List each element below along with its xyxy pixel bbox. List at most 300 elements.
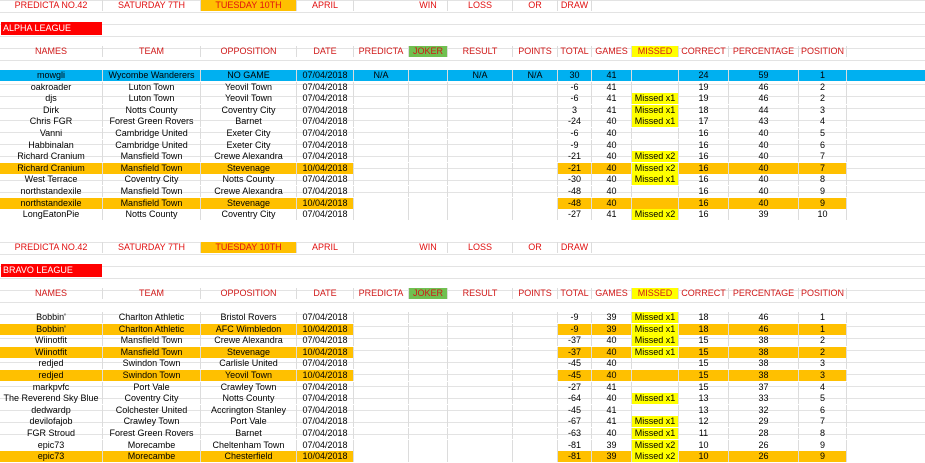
cell-total[interactable]: -67 [558, 416, 592, 427]
cell-games[interactable]: 40 [592, 174, 632, 185]
cell-opp[interactable]: Crawley Town [201, 382, 297, 393]
cell-pct[interactable]: 46 [729, 324, 799, 335]
cell-points[interactable] [513, 312, 558, 323]
cell-points[interactable] [513, 416, 558, 427]
cell-name[interactable]: northstandexile [0, 186, 103, 197]
cell-opp[interactable]: NO GAME [201, 70, 297, 81]
cell-pos[interactable]: 2 [799, 347, 847, 358]
cell-joker[interactable] [409, 428, 448, 439]
cell-correct[interactable]: 15 [679, 370, 729, 381]
cell-missed[interactable] [632, 82, 679, 93]
cell-correct[interactable]: 11 [679, 428, 729, 439]
cell-opp[interactable]: Yeovil Town [201, 82, 297, 93]
cell-result[interactable] [448, 393, 513, 404]
column-header-date[interactable]: DATE [297, 46, 354, 57]
cell-missed[interactable] [632, 128, 679, 139]
table-row[interactable] [0, 140, 925, 151]
cell-joker[interactable] [409, 116, 448, 127]
cell-date[interactable]: 07/04/2018 [297, 440, 354, 451]
cell-name[interactable]: Chris FGR [0, 116, 103, 127]
cell-team[interactable]: Port Vale [103, 382, 201, 393]
cell-correct[interactable]: 19 [679, 82, 729, 93]
cell-joker[interactable] [409, 347, 448, 358]
cell-result[interactable] [448, 186, 513, 197]
cell-pct[interactable]: 46 [729, 93, 799, 104]
cell-games[interactable]: 39 [592, 440, 632, 451]
cell-total[interactable]: -81 [558, 440, 592, 451]
cell-team[interactable]: Mansfield Town [103, 198, 201, 209]
cell-name[interactable]: djs [0, 93, 103, 104]
cell-result[interactable] [448, 358, 513, 369]
cell-missed[interactable]: Missed x2 [632, 151, 679, 162]
cell-joker[interactable] [409, 151, 448, 162]
cell-name[interactable]: Wiinotfit [0, 347, 103, 358]
cell-result[interactable] [448, 93, 513, 104]
cell-correct[interactable]: 16 [679, 163, 729, 174]
cell-opp[interactable]: Crewe Alexandra [201, 186, 297, 197]
cell-pct[interactable]: 38 [729, 347, 799, 358]
cell-games[interactable]: 41 [592, 382, 632, 393]
cell-opp[interactable]: Exeter City [201, 140, 297, 151]
cell-missed[interactable] [632, 186, 679, 197]
title-or[interactable]: OR [513, 0, 558, 11]
cell-games[interactable]: 41 [592, 405, 632, 416]
title-saturday[interactable]: SATURDAY 7TH [103, 0, 201, 11]
table-row[interactable] [0, 93, 925, 104]
column-header-correct[interactable]: CORRECT [679, 288, 729, 299]
cell-team[interactable]: Mansfield Town [103, 335, 201, 346]
cell-correct[interactable]: 16 [679, 209, 729, 220]
cell-total[interactable]: -63 [558, 428, 592, 439]
cell-result[interactable] [448, 347, 513, 358]
cell-name[interactable]: markpvfc [0, 382, 103, 393]
cell-pos[interactable]: 5 [799, 128, 847, 139]
cell-opp[interactable]: Stevenage [201, 347, 297, 358]
cell-missed[interactable]: Missed x1 [632, 116, 679, 127]
title-loss[interactable]: LOSS [448, 0, 513, 11]
cell-predicta[interactable] [354, 393, 409, 404]
cell-team[interactable]: Charlton Athletic [103, 324, 201, 335]
cell-predicta[interactable] [354, 312, 409, 323]
cell-predicta[interactable] [354, 93, 409, 104]
cell-missed[interactable]: Missed x2 [632, 209, 679, 220]
table-row[interactable] [0, 358, 925, 369]
cell-predicta[interactable] [354, 209, 409, 220]
cell-name[interactable]: Richard Cranium [0, 151, 103, 162]
cell-games[interactable]: 40 [592, 186, 632, 197]
cell-result[interactable] [448, 163, 513, 174]
column-header-pct[interactable]: PERCENTAGE [729, 288, 799, 299]
cell-total[interactable]: -81 [558, 451, 592, 462]
title-draw[interactable]: DRAW [558, 242, 592, 253]
cell-team[interactable]: Wycombe Wanderers [103, 70, 201, 81]
cell-result[interactable] [448, 324, 513, 335]
title-predicta[interactable]: PREDICTA NO.42 [0, 242, 103, 253]
cell-pct[interactable]: 38 [729, 335, 799, 346]
table-row[interactable] [0, 382, 925, 393]
cell-predicta[interactable] [354, 347, 409, 358]
title-win[interactable]: WIN [409, 242, 448, 253]
cell-points[interactable] [513, 198, 558, 209]
cell-pos[interactable]: 7 [799, 151, 847, 162]
cell-missed[interactable] [632, 382, 679, 393]
cell-date[interactable]: 07/04/2018 [297, 428, 354, 439]
cell-total[interactable]: -30 [558, 174, 592, 185]
cell-games[interactable]: 40 [592, 370, 632, 381]
cell-joker[interactable] [409, 416, 448, 427]
cell-correct[interactable]: 15 [679, 358, 729, 369]
cell-team[interactable]: Colchester United [103, 405, 201, 416]
cell-joker[interactable] [409, 198, 448, 209]
cell-pos[interactable]: 9 [799, 440, 847, 451]
title-win[interactable]: WIN [409, 0, 448, 11]
cell-predicta[interactable] [354, 82, 409, 93]
cell-games[interactable]: 41 [592, 70, 632, 81]
cell-points[interactable] [513, 82, 558, 93]
cell-pos[interactable]: 3 [799, 105, 847, 116]
table-row[interactable] [0, 151, 925, 162]
cell-pos[interactable]: 1 [799, 70, 847, 81]
cell-correct[interactable]: 18 [679, 312, 729, 323]
cell-name[interactable]: Habbinalan [0, 140, 103, 151]
table-row[interactable] [0, 451, 354, 462]
table-row[interactable] [0, 128, 925, 139]
cell-result[interactable] [448, 428, 513, 439]
cell-missed[interactable] [632, 198, 679, 209]
cell-name[interactable]: Vanni [0, 128, 103, 139]
cell-joker[interactable] [409, 312, 448, 323]
cell-result[interactable] [448, 209, 513, 220]
cell-joker[interactable] [409, 370, 448, 381]
cell-result[interactable] [448, 335, 513, 346]
cell-date[interactable]: 07/04/2018 [297, 151, 354, 162]
cell-joker[interactable] [409, 451, 448, 462]
cell-total[interactable]: -64 [558, 393, 592, 404]
title-or[interactable]: OR [513, 242, 558, 253]
cell-total[interactable]: -9 [558, 324, 592, 335]
cell-missed[interactable]: Missed x1 [632, 393, 679, 404]
title-tuesday[interactable]: TUESDAY 10TH [201, 0, 297, 11]
cell-games[interactable]: 41 [592, 209, 632, 220]
cell-points[interactable] [513, 174, 558, 185]
title-tuesday[interactable]: TUESDAY 10TH [201, 242, 297, 253]
cell-joker[interactable] [409, 82, 448, 93]
cell-games[interactable]: 40 [592, 198, 632, 209]
cell-total[interactable]: -48 [558, 186, 592, 197]
column-header-total[interactable]: TOTAL [558, 288, 592, 299]
cell-pct[interactable]: 40 [729, 163, 799, 174]
cell-team[interactable]: Cambridge United [103, 140, 201, 151]
cell-predicta[interactable] [354, 335, 409, 346]
cell-date[interactable]: 10/04/2018 [297, 347, 354, 358]
cell-points[interactable] [513, 370, 558, 381]
cell-joker[interactable] [409, 440, 448, 451]
cell-date[interactable]: 07/04/2018 [297, 116, 354, 127]
cell-name[interactable]: Bobbin' [0, 312, 103, 323]
column-header-predicta[interactable]: PREDICTA [354, 46, 409, 57]
cell-points[interactable] [513, 440, 558, 451]
cell-team[interactable]: Notts County [103, 209, 201, 220]
cell-name[interactable]: redjed [0, 370, 103, 381]
cell-pct[interactable]: 40 [729, 174, 799, 185]
cell-result[interactable] [448, 382, 513, 393]
column-header-pos[interactable]: POSITION [799, 288, 847, 299]
cell-result[interactable] [448, 198, 513, 209]
cell-opp[interactable]: Notts County [201, 393, 297, 404]
cell-correct[interactable]: 16 [679, 198, 729, 209]
title-saturday[interactable]: SATURDAY 7TH [103, 242, 201, 253]
cell-date[interactable]: 10/04/2018 [297, 324, 354, 335]
cell-games[interactable]: 39 [592, 324, 632, 335]
cell-missed[interactable]: Missed x1 [632, 93, 679, 104]
cell-pos[interactable]: 4 [799, 116, 847, 127]
cell-games[interactable]: 41 [592, 82, 632, 93]
column-header-joker[interactable]: JOKER [409, 288, 448, 299]
cell-date[interactable]: 07/04/2018 [297, 358, 354, 369]
column-header-games[interactable]: GAMES [592, 288, 632, 299]
cell-games[interactable]: 40 [592, 116, 632, 127]
column-header-result[interactable]: RESULT [448, 46, 513, 57]
cell-team[interactable]: Swindon Town [103, 370, 201, 381]
cell-opp[interactable]: Yeovil Town [201, 93, 297, 104]
cell-pct[interactable]: 44 [729, 105, 799, 116]
cell-name[interactable]: West Terrace [0, 174, 103, 185]
cell-games[interactable]: 40 [592, 335, 632, 346]
cell-result[interactable] [448, 440, 513, 451]
cell-result[interactable] [448, 151, 513, 162]
cell-opp[interactable]: Notts County [201, 174, 297, 185]
cell-points[interactable] [513, 163, 558, 174]
cell-joker[interactable] [409, 93, 448, 104]
column-header-pct[interactable]: PERCENTAGE [729, 46, 799, 57]
cell-date[interactable]: 07/04/2018 [297, 140, 354, 151]
cell-joker[interactable] [409, 358, 448, 369]
cell-date[interactable]: 07/04/2018 [297, 70, 354, 81]
cell-name[interactable]: Wiinotfit [0, 335, 103, 346]
cell-opp[interactable]: Bristol Rovers [201, 312, 297, 323]
cell-opp[interactable]: Coventry City [201, 105, 297, 116]
cell-correct[interactable]: 15 [679, 382, 729, 393]
cell-pos[interactable]: 6 [799, 140, 847, 151]
cell-predicta[interactable] [354, 358, 409, 369]
cell-games[interactable]: 41 [592, 105, 632, 116]
cell-team[interactable]: Luton Town [103, 82, 201, 93]
cell-team[interactable]: Crawley Town [103, 416, 201, 427]
cell-correct[interactable]: 10 [679, 451, 729, 462]
cell-games[interactable]: 40 [592, 140, 632, 151]
cell-team[interactable]: Morecambe [103, 451, 201, 462]
cell-result[interactable] [448, 405, 513, 416]
cell-opp[interactable]: Barnet [201, 428, 297, 439]
cell-games[interactable]: 41 [592, 416, 632, 427]
table-row[interactable] [0, 116, 925, 127]
cell-missed[interactable]: Missed x1 [632, 428, 679, 439]
cell-result[interactable]: N/A [448, 70, 513, 81]
cell-joker[interactable] [409, 70, 448, 81]
cell-pct[interactable]: 33 [729, 393, 799, 404]
cell-predicta[interactable] [354, 370, 409, 381]
cell-pos[interactable]: 4 [799, 382, 847, 393]
cell-date[interactable]: 07/04/2018 [297, 82, 354, 93]
table-row[interactable] [0, 428, 925, 439]
cell-missed[interactable] [632, 358, 679, 369]
cell-result[interactable] [448, 105, 513, 116]
cell-date[interactable]: 07/04/2018 [297, 209, 354, 220]
cell-name[interactable]: dedwardp [0, 405, 103, 416]
cell-games[interactable]: 40 [592, 428, 632, 439]
cell-pos[interactable]: 5 [799, 393, 847, 404]
cell-pos[interactable]: 2 [799, 93, 847, 104]
title-april[interactable]: APRIL [297, 0, 354, 11]
cell-pct[interactable]: 32 [729, 405, 799, 416]
cell-date[interactable]: 10/04/2018 [297, 451, 354, 462]
table-row[interactable] [0, 70, 925, 81]
cell-missed[interactable] [632, 140, 679, 151]
cell-name[interactable]: northstandexile [0, 198, 103, 209]
cell-predicta[interactable] [354, 416, 409, 427]
cell-total[interactable]: -21 [558, 151, 592, 162]
cell-pct[interactable]: 46 [729, 82, 799, 93]
cell-result[interactable] [448, 140, 513, 151]
cell-predicta[interactable] [354, 140, 409, 151]
cell-pos[interactable]: 10 [799, 209, 847, 220]
cell-correct[interactable]: 16 [679, 174, 729, 185]
column-header-name[interactable]: NAMES [0, 288, 103, 299]
cell-predicta[interactable] [354, 198, 409, 209]
cell-name[interactable]: epic73 [0, 440, 103, 451]
cell-correct[interactable]: 17 [679, 116, 729, 127]
cell-missed[interactable] [632, 370, 679, 381]
cell-name[interactable]: redjed [0, 358, 103, 369]
cell-pct[interactable]: 40 [729, 151, 799, 162]
column-header-correct[interactable]: CORRECT [679, 46, 729, 57]
cell-pos[interactable]: 6 [799, 405, 847, 416]
cell-correct[interactable]: 15 [679, 347, 729, 358]
cell-team[interactable]: Cambridge United [103, 128, 201, 139]
column-header-points[interactable]: POINTS [513, 46, 558, 57]
cell-opp[interactable]: Accrington Stanley [201, 405, 297, 416]
cell-opp[interactable]: Chesterfield [201, 451, 297, 462]
cell-joker[interactable] [409, 163, 448, 174]
cell-pos[interactable]: 9 [799, 198, 847, 209]
column-header-opp[interactable]: OPPOSITION [201, 288, 297, 299]
cell-missed[interactable]: Missed x2 [632, 440, 679, 451]
cell-name[interactable]: Richard Cranium [0, 163, 103, 174]
table-row[interactable] [0, 324, 354, 335]
cell-opp[interactable]: AFC Wimbledon [201, 324, 297, 335]
cell-points[interactable] [513, 347, 558, 358]
cell-team[interactable]: Luton Town [103, 93, 201, 104]
cell-points[interactable] [513, 186, 558, 197]
cell-predicta[interactable] [354, 163, 409, 174]
cell-predicta[interactable] [354, 451, 409, 462]
column-header-team[interactable]: TEAM [103, 288, 201, 299]
cell-missed[interactable]: Missed x1 [632, 105, 679, 116]
cell-joker[interactable] [409, 405, 448, 416]
cell-team[interactable]: Notts County [103, 105, 201, 116]
cell-team[interactable]: Charlton Athletic [103, 312, 201, 323]
cell-correct[interactable]: 12 [679, 416, 729, 427]
table-row[interactable] [0, 82, 925, 93]
cell-date[interactable]: 07/04/2018 [297, 416, 354, 427]
cell-predicta[interactable] [354, 116, 409, 127]
cell-predicta[interactable] [354, 324, 409, 335]
title-draw[interactable]: DRAW [558, 0, 592, 11]
cell-date[interactable]: 07/04/2018 [297, 382, 354, 393]
cell-correct[interactable]: 13 [679, 405, 729, 416]
cell-pct[interactable]: 40 [729, 140, 799, 151]
title-april[interactable]: APRIL [297, 242, 354, 253]
table-row[interactable] [0, 198, 354, 209]
cell-total[interactable]: -45 [558, 358, 592, 369]
cell-points[interactable] [513, 335, 558, 346]
cell-total[interactable]: -48 [558, 198, 592, 209]
cell-team[interactable]: Mansfield Town [103, 186, 201, 197]
cell-points[interactable] [513, 405, 558, 416]
cell-opp[interactable]: Cheltenham Town [201, 440, 297, 451]
cell-missed[interactable]: Missed x1 [632, 335, 679, 346]
table-row[interactable] [0, 174, 925, 185]
cell-predicta[interactable] [354, 440, 409, 451]
cell-date[interactable]: 07/04/2018 [297, 105, 354, 116]
cell-total[interactable]: -9 [558, 140, 592, 151]
cell-total[interactable]: -21 [558, 163, 592, 174]
column-header-joker[interactable]: JOKER [409, 46, 448, 57]
cell-missed[interactable] [632, 405, 679, 416]
cell-total[interactable]: 30 [558, 70, 592, 81]
cell-joker[interactable] [409, 335, 448, 346]
table-row[interactable] [0, 370, 354, 381]
column-header-date[interactable]: DATE [297, 288, 354, 299]
cell-points[interactable] [513, 128, 558, 139]
cell-name[interactable]: FGR Stroud [0, 428, 103, 439]
cell-pct[interactable]: 40 [729, 198, 799, 209]
cell-pos[interactable]: 3 [799, 358, 847, 369]
cell-points[interactable] [513, 393, 558, 404]
column-header-result[interactable]: RESULT [448, 288, 513, 299]
cell-missed[interactable]: Missed x1 [632, 347, 679, 358]
cell-team[interactable]: Coventry City [103, 174, 201, 185]
cell-date[interactable]: 07/04/2018 [297, 186, 354, 197]
cell-pos[interactable]: 7 [799, 163, 847, 174]
cell-total[interactable]: -6 [558, 128, 592, 139]
cell-pos[interactable]: 8 [799, 174, 847, 185]
table-row[interactable] [0, 209, 925, 220]
cell-joker[interactable] [409, 209, 448, 220]
cell-date[interactable]: 10/04/2018 [297, 163, 354, 174]
column-header-missed[interactable]: MISSED [632, 46, 679, 57]
cell-name[interactable]: mowgli [0, 70, 103, 81]
cell-points[interactable] [513, 382, 558, 393]
cell-total[interactable]: -6 [558, 93, 592, 104]
cell-name[interactable]: Bobbin' [0, 324, 103, 335]
cell-games[interactable]: 39 [592, 312, 632, 323]
table-row[interactable] [0, 186, 925, 197]
cell-joker[interactable] [409, 140, 448, 151]
cell-name[interactable]: LongEatonPie [0, 209, 103, 220]
cell-correct[interactable]: 16 [679, 128, 729, 139]
cell-pos[interactable]: 9 [799, 186, 847, 197]
cell-team[interactable]: Forest Green Rovers [103, 116, 201, 127]
cell-pos[interactable]: 7 [799, 416, 847, 427]
cell-games[interactable]: 40 [592, 358, 632, 369]
cell-result[interactable] [448, 116, 513, 127]
cell-pct[interactable]: 40 [729, 128, 799, 139]
cell-team[interactable]: Mansfield Town [103, 347, 201, 358]
cell-predicta[interactable] [354, 128, 409, 139]
cell-name[interactable]: devilofajob [0, 416, 103, 427]
cell-correct[interactable]: 24 [679, 70, 729, 81]
